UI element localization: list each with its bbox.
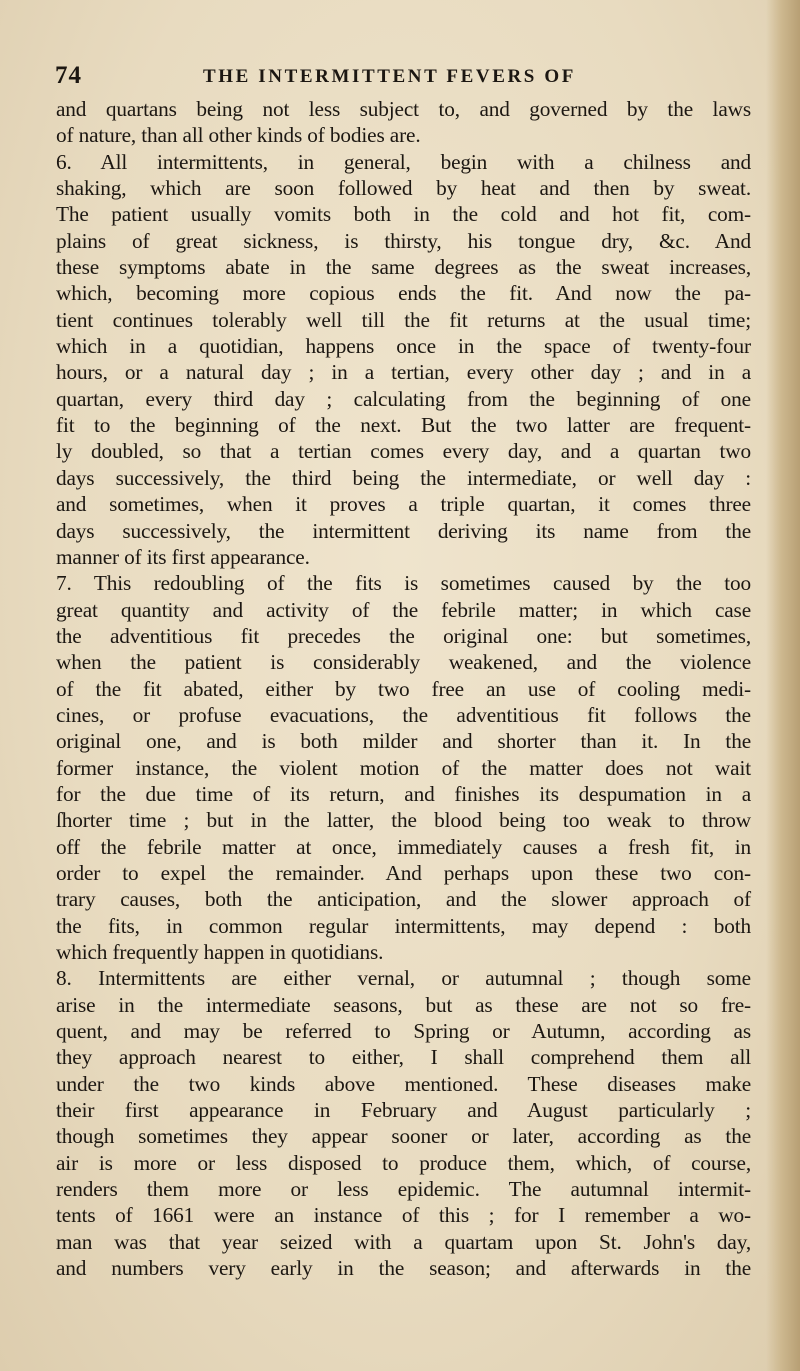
- text-line: trary causes, both the anticipation, and the slower approach of: [56, 887, 751, 912]
- text-line: these symptoms abate in the same degrees as the sweat increases,: [56, 255, 751, 280]
- text-line: their first appearance in February and August particularly ;: [56, 1098, 751, 1123]
- text-line: tents of 1661 were an instance of this ; for I remember a wo-: [56, 1203, 751, 1228]
- text-line: fit to the beginning of the next. But the two latter are frequent-: [56, 413, 751, 438]
- page-number: 74: [55, 62, 82, 89]
- text-line: air is more or less disposed to produce them, which, of course,: [56, 1150, 751, 1175]
- text-line: manner of its first appearance.: [56, 544, 310, 569]
- text-line: plains of great sickness, is thirsty, his tongue dry, &c. And: [56, 228, 751, 253]
- text-line: great quantity and activity of the febrile matter; in which case: [56, 597, 751, 622]
- text-line: man was that year seized with a quartam upon St. John's day,: [56, 1229, 751, 1254]
- text-line: tient continues tolerably well till the fit returns at the usual time;: [56, 307, 751, 332]
- text-line: of the fit abated, either by two free an use of cooling medi-: [56, 676, 751, 701]
- text-line: the fits, in common regular intermittents, may depend : both: [56, 913, 751, 938]
- text-line: which frequently happen in quotidians.: [56, 940, 384, 964]
- body-text: [56, 96, 751, 1281]
- text-line: ly doubled, so that a tertian comes every day, and a quartan two: [56, 439, 751, 464]
- text-line: 8. Intermittents are either vernal, or autumnal ; though some: [56, 966, 751, 991]
- text-line: the adventitious fit precedes the original one: but sometimes,: [56, 623, 751, 648]
- text-line: and sometimes, when it proves a triple quartan, it comes three: [56, 492, 751, 517]
- text-line: The patient usually vomits both in the cold and hot fit, com-: [56, 202, 751, 227]
- text-line: days successively, the third being the intermediate, or well day :: [56, 465, 751, 490]
- text-line: under the two kinds above mentioned. These diseases make: [56, 1071, 751, 1096]
- page-edge-shadow: [766, 0, 800, 1371]
- text-line: though sometimes they appear sooner or later, according as the: [56, 1124, 751, 1149]
- running-head: [55, 60, 745, 92]
- text-line: original one, and is both milder and shorter than it. In the: [56, 729, 751, 754]
- text-line: cines, or profuse evacuations, the adventitious fit follows the: [56, 702, 751, 727]
- text-line: which in a quotidian, happens once in the space of twenty-four: [56, 334, 751, 359]
- text-line: hours, or a natural day ; in a tertian, every other day ; and in a: [56, 360, 751, 385]
- text-line: order to expel the remainder. And perhaps upon these two con-: [56, 860, 751, 885]
- running-head-title: THE INTERMITTENT FEVERS OF: [203, 66, 576, 87]
- text-line: former instance, the violent motion of the matter does not wait: [56, 755, 751, 780]
- text-line: renders them more or less epidemic. The autumnal intermit-: [56, 1177, 751, 1202]
- text-line: arise in the intermediate seasons, but as these are not so fre-: [56, 992, 751, 1017]
- text-line: and numbers very early in the season; and afterwards in the: [56, 1256, 751, 1281]
- text-line: for the due time of its return, and finishes its despumation in a: [56, 781, 751, 806]
- text-line: shaking, which are soon followed by heat and then by sweat.: [56, 176, 751, 201]
- text-line: when the patient is considerably weakened, and the violence: [56, 650, 751, 675]
- text-line: ſhorter time ; but in the latter, the blood being too weak to throw: [56, 808, 751, 833]
- text-line: quent, and may be referred to Spring or Autumn, according as: [56, 1019, 751, 1044]
- text-line: which, becoming more copious ends the fit. And now the pa-: [56, 281, 751, 306]
- text-line: off the febrile matter at once, immediately causes a fresh fit, in: [56, 834, 751, 859]
- text-line: and quartans being not less subject to, and governed by the laws: [56, 97, 751, 121]
- text-line: quartan, every third day ; calculating from the beginning of one: [56, 386, 751, 411]
- text-line: of nature, than all other kinds of bodies are.: [56, 123, 421, 148]
- text-line: 6. All intermittents, in general, begin with a chilness and: [56, 149, 751, 174]
- text-line: they approach nearest to either, I shall comprehend them all: [56, 1045, 751, 1070]
- text-line: days successively, the intermittent deriving its name from the: [56, 518, 751, 543]
- text-line: 7. This redoubling of the fits is sometimes caused by the too: [56, 571, 751, 596]
